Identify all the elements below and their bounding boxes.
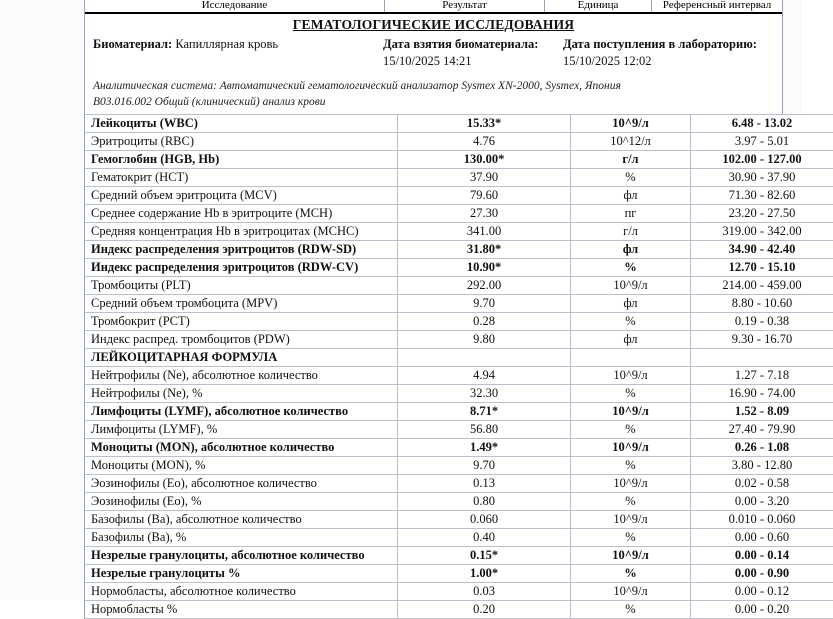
cell-study: Тромбокрит (PCT) [85, 313, 398, 331]
cell-result: 1.00* [398, 565, 571, 583]
cell-study: Базофилы (Ba), абсолютное количество [85, 511, 398, 529]
cell-reference: 9.30 - 16.70 [691, 331, 833, 349]
cell-result: 0.20 [398, 601, 571, 619]
cell-unit: 10^9/л [571, 439, 691, 457]
cell-result: 32.30 [398, 385, 571, 403]
cell-unit: % [571, 421, 691, 439]
table-row [85, 223, 833, 241]
cell-unit: 10^9/л [571, 115, 691, 133]
table-row [85, 475, 833, 493]
cell-result: 0.13 [398, 475, 571, 493]
cell-unit: 10^9/л [571, 583, 691, 601]
cell-reference: 3.80 - 12.80 [691, 457, 833, 475]
cell-unit: 10^9/л [571, 403, 691, 421]
cell-unit: фл [571, 187, 691, 205]
cell-study: Тромбоциты (PLT) [85, 277, 398, 295]
cell-unit: % [571, 259, 691, 277]
cell-result: 0.03 [398, 583, 571, 601]
cell-reference: 23.20 - 27.50 [691, 205, 833, 223]
cell-result: 9.80 [398, 331, 571, 349]
cell-study: Эритроциты (RBC) [85, 133, 398, 151]
cell-reference: 102.00 - 127.00 [691, 151, 833, 169]
table-row [85, 115, 833, 133]
cell-reference: 6.48 - 13.02 [691, 115, 833, 133]
cell-result: 37.90 [398, 169, 571, 187]
cell-unit: г/л [571, 151, 691, 169]
table-row [85, 493, 833, 511]
cell-reference [691, 349, 833, 367]
cell-study: Незрелые гранулоциты, абсолютное количество [85, 547, 398, 565]
cell-result [398, 349, 571, 367]
cell-reference: 1.52 - 8.09 [691, 403, 833, 421]
column-header-unit: Единица [545, 0, 652, 12]
cell-unit: % [571, 565, 691, 583]
cell-study: Гемоглобин (HGB, Hb) [85, 151, 398, 169]
cell-study: Лейкоциты (WBC) [85, 115, 398, 133]
cell-reference: 0.00 - 0.60 [691, 529, 833, 547]
cell-unit: г/л [571, 223, 691, 241]
cell-result: 130.00* [398, 151, 571, 169]
cell-result: 1.49* [398, 439, 571, 457]
table-row [85, 169, 833, 187]
cell-unit: % [571, 601, 691, 619]
analytic-system-note [85, 75, 782, 110]
biomaterial-field [93, 37, 383, 52]
cell-reference: 0.19 - 0.38 [691, 313, 833, 331]
table-row [85, 331, 833, 349]
biomaterial-value: Капиллярная кровь [175, 37, 278, 51]
table-row [85, 277, 833, 295]
cell-study: Нормобласты, абсолютное количество [85, 583, 398, 601]
section-title: ГЕМАТОЛОГИЧЕСКИЕ ИССЛЕДОВАНИЯ [85, 14, 782, 37]
cell-reference: 319.00 - 342.00 [691, 223, 833, 241]
cell-study: Нейтрофилы (Ne), абсолютное количество [85, 367, 398, 385]
table-row [85, 349, 833, 367]
cell-reference: 214.00 - 459.00 [691, 277, 833, 295]
table-row [85, 187, 833, 205]
table-row [85, 439, 833, 457]
column-header-reference: Референсный интервал [652, 0, 782, 12]
cell-unit: 10^12/л [571, 133, 691, 151]
cell-study: Среднее содержание Hb в эритроците (MCH) [85, 205, 398, 223]
cell-reference: 0.02 - 0.58 [691, 475, 833, 493]
cell-reference: 0.26 - 1.08 [691, 439, 833, 457]
cell-unit: % [571, 313, 691, 331]
collection-date-value: 15/10/2025 14:21 [383, 54, 563, 69]
cell-unit: % [571, 529, 691, 547]
cell-study: Нейтрофилы (Ne), % [85, 385, 398, 403]
table-row [85, 583, 833, 601]
cell-study: Лимфоциты (LYMF), % [85, 421, 398, 439]
cell-reference: 0.00 - 0.90 [691, 565, 833, 583]
page-left-margin [0, 0, 84, 600]
table-row [85, 313, 833, 331]
analytic-system-line: Аналитическая система: Автоматический гематологический анализатор Sysmex XN-2000, Sysmex, Япония [93, 80, 621, 92]
cell-unit: 10^9/л [571, 367, 691, 385]
cell-study: Гематокрит (HCT) [85, 169, 398, 187]
metadata-row-values [85, 54, 782, 75]
cell-result: 9.70 [398, 457, 571, 475]
cell-study: Эозинофилы (Eo), абсолютное количество [85, 475, 398, 493]
cell-unit: 10^9/л [571, 277, 691, 295]
received-date-value: 15/10/2025 12:02 [563, 54, 773, 69]
column-header-result: Результат [385, 0, 545, 12]
cell-result: 0.28 [398, 313, 571, 331]
cell-study: Индекс распределения эритроцитов (RDW-SD) [85, 241, 398, 259]
column-header-study: Исследование [85, 0, 385, 12]
cell-result: 9.70 [398, 295, 571, 313]
cell-result: 0.15* [398, 547, 571, 565]
cell-result: 79.60 [398, 187, 571, 205]
cell-result: 4.94 [398, 367, 571, 385]
table-row [85, 403, 833, 421]
lab-report [84, 0, 783, 619]
cell-result: 56.80 [398, 421, 571, 439]
cell-study: Лимфоциты (LYMF), абсолютное количество [85, 403, 398, 421]
cell-unit: % [571, 457, 691, 475]
biomaterial-label: Биоматериал: [93, 37, 172, 51]
cell-reference: 0.00 - 0.20 [691, 601, 833, 619]
cell-study: Нормобласты % [85, 601, 398, 619]
cell-result: 31.80* [398, 241, 571, 259]
collection-date-label: Дата взятия биоматериала: [383, 37, 563, 52]
cell-unit [571, 349, 691, 367]
table-row [85, 385, 833, 403]
cell-reference: 0.00 - 0.14 [691, 547, 833, 565]
cell-reference: 0.010 - 0.060 [691, 511, 833, 529]
received-date-label: Дата поступления в лабораторию: [563, 37, 773, 52]
cell-study: Средний объем эритроцита (MCV) [85, 187, 398, 205]
table-row [85, 547, 833, 565]
cell-result: 10.90* [398, 259, 571, 277]
results-table [85, 114, 833, 619]
cell-unit: фл [571, 331, 691, 349]
metadata-row-labels [85, 37, 782, 54]
table-row [85, 133, 833, 151]
table-row [85, 421, 833, 439]
cell-reference: 27.40 - 79.90 [691, 421, 833, 439]
cell-unit: % [571, 385, 691, 403]
table-row [85, 601, 833, 619]
table-row [85, 565, 833, 583]
cell-unit: фл [571, 295, 691, 313]
cell-unit: пг [571, 205, 691, 223]
cell-study: Моноциты (MON), абсолютное количество [85, 439, 398, 457]
cell-reference: 8.80 - 10.60 [691, 295, 833, 313]
cell-study: Средний объем тромбоцита (MPV) [85, 295, 398, 313]
analysis-code-line: B03.016.002 Общий (клинический) анализ крови [93, 95, 774, 111]
cell-unit: % [571, 169, 691, 187]
cell-study: Средняя концентрация Hb в эритроцитах (MCHC) [85, 223, 398, 241]
cell-study: Базофилы (Ba), % [85, 529, 398, 547]
cell-result: 4.76 [398, 133, 571, 151]
table-row [85, 259, 833, 277]
cell-result: 292.00 [398, 277, 571, 295]
cell-reference: 16.90 - 74.00 [691, 385, 833, 403]
table-row [85, 529, 833, 547]
cell-reference: 12.70 - 15.10 [691, 259, 833, 277]
cell-reference: 0.00 - 3.20 [691, 493, 833, 511]
cell-unit: % [571, 493, 691, 511]
table-row [85, 151, 833, 169]
cell-result: 341.00 [398, 223, 571, 241]
cell-study: Индекс распределения эритроцитов (RDW-CV) [85, 259, 398, 277]
cell-reference: 71.30 - 82.60 [691, 187, 833, 205]
table-row [85, 241, 833, 259]
table-row [85, 511, 833, 529]
cell-unit: 10^9/л [571, 511, 691, 529]
cell-result: 0.80 [398, 493, 571, 511]
cell-unit: 10^9/л [571, 475, 691, 493]
cell-result: 0.40 [398, 529, 571, 547]
metadata-spacer [93, 54, 383, 69]
cell-result: 15.33* [398, 115, 571, 133]
cell-reference: 0.00 - 0.12 [691, 583, 833, 601]
cell-unit: фл [571, 241, 691, 259]
cell-reference: 3.97 - 5.01 [691, 133, 833, 151]
table-row [85, 457, 833, 475]
cell-study: Эозинофилы (Eo), % [85, 493, 398, 511]
table-row [85, 205, 833, 223]
cell-result: 27.30 [398, 205, 571, 223]
table-row [85, 367, 833, 385]
cell-study: Моноциты (MON), % [85, 457, 398, 475]
cell-reference: 34.90 - 42.40 [691, 241, 833, 259]
cell-result: 0.060 [398, 511, 571, 529]
cell-unit: 10^9/л [571, 547, 691, 565]
cell-study: Незрелые гранулоциты % [85, 565, 398, 583]
table-row [85, 295, 833, 313]
cell-reference: 30.90 - 37.90 [691, 169, 833, 187]
cell-result: 8.71* [398, 403, 571, 421]
table-header-row [85, 0, 782, 14]
cell-reference: 1.27 - 7.18 [691, 367, 833, 385]
cell-study: ЛЕЙКОЦИТАРНАЯ ФОРМУЛА [85, 349, 398, 367]
cell-study: Индекс распред. тромбоцитов (PDW) [85, 331, 398, 349]
